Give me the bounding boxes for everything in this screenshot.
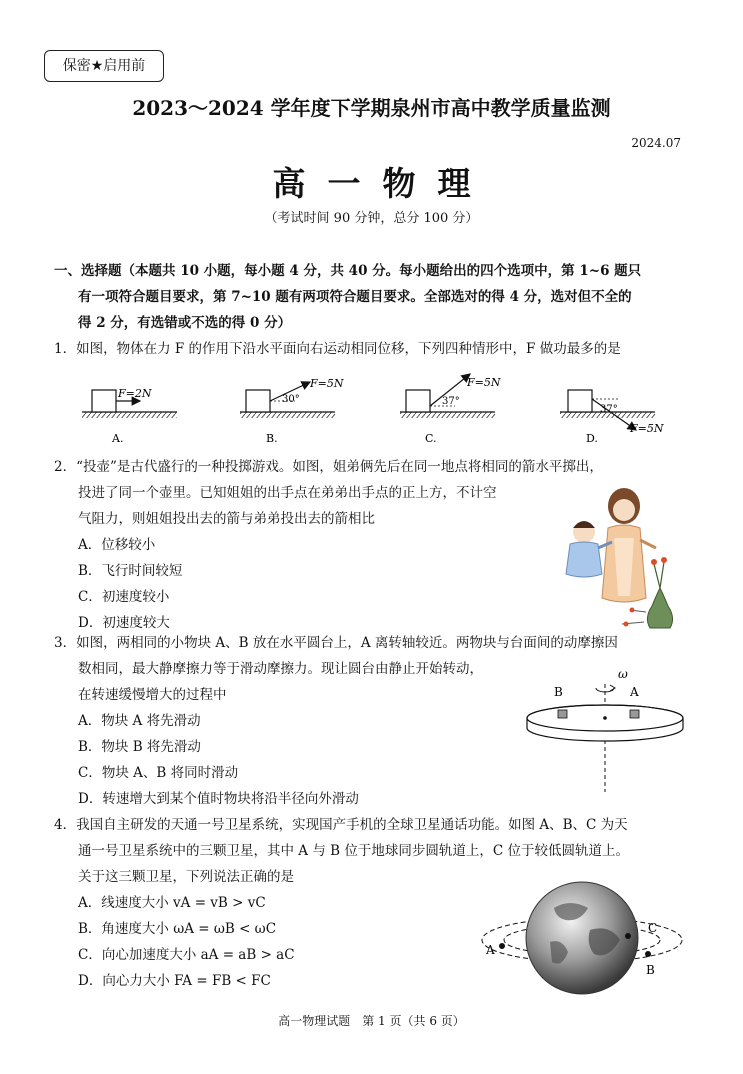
q1-figures — [70, 372, 710, 444]
q3-label-a: A — [630, 685, 639, 699]
q4-stem-line1: 4．我国自主研发的天通一号卫星系统，实现国产手机的全球卫星通话功能。如图 A、B、C 为天 — [54, 817, 628, 833]
q1-figure-c — [400, 374, 501, 444]
section-instructions-line1: 一、选择题（本题共 10 小题，每小题 4 分，共 40 分。每小题给出的四个选项中，第 1~6 题只 — [54, 263, 642, 279]
exam-date: 2024.07 — [631, 136, 681, 150]
q2-option-d: D．初速度较大 — [78, 615, 170, 631]
q3-option-d: D．转速增大到某个值时物块将沿半径向外滑动 — [78, 791, 359, 807]
q1-figure-d — [560, 390, 664, 444]
q3-stem-line1: 3．如图，两相同的小物块 A、B 放在水平圆台上，A 离转轴较近。两物块与台面间的动摩擦因 — [54, 635, 618, 651]
q4-label-a: A — [486, 943, 495, 957]
exam-title: 2023～2024 学年度下学期泉州市高中教学质量监测 — [132, 96, 611, 120]
q4-stem-line2: 通一号卫星系统中的三颗卫星，其中 A 与 B 位于地球同步圆轨道上，C 位于较低圆轨道上。 — [78, 843, 629, 859]
q1-d-force: F=5N — [630, 422, 664, 435]
q1-c-force: F=5N — [467, 376, 501, 389]
q1-b-label: B. — [266, 432, 278, 444]
q3-option-c: C．物块 A、B 将同时滑动 — [78, 765, 239, 781]
q1-c-angle: 37° — [442, 396, 460, 407]
q1-b-angle: 30° — [282, 394, 300, 405]
sister-figure — [602, 488, 656, 602]
q4-earth-figure — [470, 878, 690, 1000]
page-footer: 高一物理试题 第 1 页（共 6 页） — [278, 1014, 465, 1028]
q1-figure-b — [240, 377, 344, 444]
q1-d-label: D. — [586, 432, 598, 444]
q4-option-c: C．向心加速度大小 aA = aB > aC — [78, 947, 295, 963]
q3-turntable-figure — [520, 662, 700, 812]
q1-stem: 1．如图，物体在力 F 的作用下沿水平面向右运动相同位移，下列四种情形中，F 做功最多的是 — [54, 341, 621, 357]
q3-omega: ω — [618, 667, 628, 681]
q2-option-a: A．位移较小 — [78, 537, 156, 553]
q3-option-b: B．物块 B 将先滑动 — [78, 739, 201, 755]
q4-option-b: B．角速度大小 ωA = ωB < ωC — [78, 921, 277, 937]
q2-illustration — [560, 478, 700, 648]
section-instructions-line3: 得 2 分，有选错或不选的得 0 分） — [78, 315, 292, 331]
q1-a-label: A. — [112, 432, 124, 444]
q4-option-a: A．线速度大小 vA = vB > vC — [78, 895, 266, 911]
q2-stem-line3: 气阻力，则姐姐投出去的箭与弟弟投出去的箭相比 — [78, 511, 375, 527]
q3-stem-line2: 数相同，最大静摩擦力等于滑动摩擦力。现让圆台由静止开始转动， — [78, 661, 483, 677]
q2-option-b: B．飞行时间较短 — [78, 563, 183, 579]
q3-label-b: B — [554, 685, 563, 699]
q1-d-angle: 37° — [600, 404, 618, 415]
q3-option-a: A．物块 A 将先滑动 — [78, 713, 201, 729]
q1-figure-a — [82, 387, 177, 444]
earth-icon — [526, 882, 638, 994]
q1-c-label: C. — [425, 432, 437, 444]
q2-option-c: C．初速度较小 — [78, 589, 170, 605]
subject-title: 高一物理 — [272, 164, 493, 203]
q2-stem-line2: 投进了同一个壶里。已知姐姐的出手点在弟弟出手点的正上方，不计空 — [78, 485, 497, 501]
q2-stem-line1: 2．“投壶”是古代盛行的一种投掷游戏。如图，姐弟俩先后在同一地点将相同的箭水平掷出， — [54, 459, 603, 475]
q1-a-force: F=2N — [118, 387, 152, 400]
q4-stem-line3: 关于这三颗卫星，下列说法正确的是 — [78, 869, 294, 885]
section-instructions-line2: 有一项符合题目要求，第 7~10 题有两项符合题目要求。全部选对的得 4 分，选对但不全的 — [78, 289, 632, 305]
q3-stem-line3: 在转速缓慢增大的过程中 — [78, 687, 227, 703]
exam-note: （考试时间 90 分钟，总分 100 分） — [264, 211, 479, 226]
confidential-stamp: 保密★启用前 — [44, 50, 164, 82]
q4-label-b: B — [646, 963, 655, 977]
q4-label-c: C — [648, 921, 658, 935]
q1-b-force: F=5N — [310, 377, 344, 390]
q4-option-d: D．向心力大小 FA = FB < FC — [78, 973, 271, 989]
